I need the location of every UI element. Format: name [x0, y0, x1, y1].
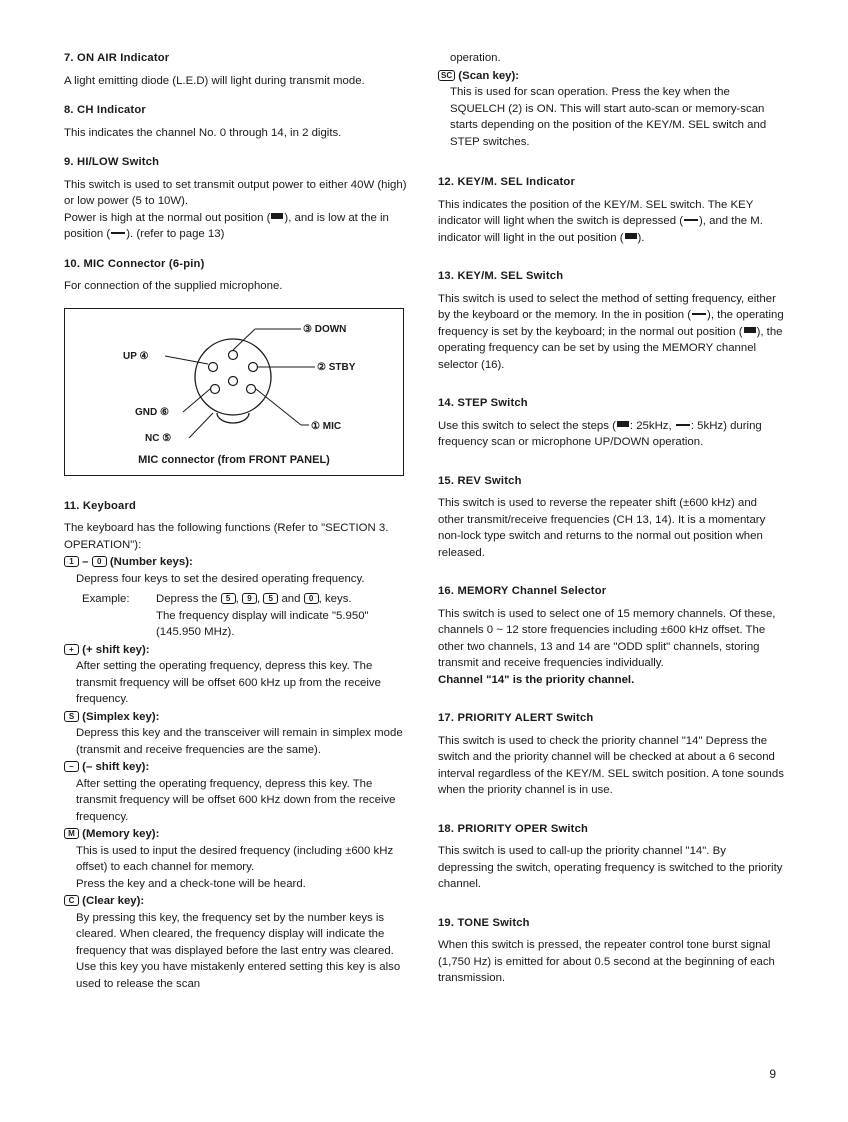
- memory-key-desc: This is used to input the desired frequency (including ±600 kHz offset) to each channel for memory.: [76, 844, 394, 873]
- section-body: This indicates the channel No. 0 through 14, in 2 digits.: [64, 126, 342, 139]
- left-column: [64, 50, 408, 1005]
- memory-key-icon: M: [64, 828, 79, 839]
- page-number: 9: [769, 1067, 776, 1081]
- in-position-symbol: [676, 424, 690, 426]
- section-title: 7. ON AIR Indicator: [64, 52, 170, 64]
- section-key-msel-indicator: [438, 174, 784, 246]
- example-block: Example: Depress the 5 , 9 , 5 and 0 , keys. The frequency display will indicate "5.950" (145.950 MHz).: [64, 591, 408, 641]
- pin-label-stby: ② STBY: [317, 361, 356, 373]
- example-label: Example:: [82, 593, 130, 605]
- section-body-power: Power is high at the normal out position ( ), and is low at the in position ( ). (refer to page 13): [64, 211, 389, 240]
- minus-key-icon: –: [64, 761, 79, 772]
- section-body: This switch is used to call-up the priority channel "14". By depressing the switch, operating frequency is switched to the priority channel.: [438, 845, 783, 890]
- mic-connector-figure: [64, 308, 404, 476]
- clear-key-icon: C: [64, 895, 79, 906]
- section-title: 12. KEY/M. SEL Indicator: [438, 176, 576, 188]
- memory-key-desc-2: Press the key and a check-tone will be heard.: [76, 877, 306, 890]
- clear-key-desc: By pressing this key, the frequency set by the number keys is cleared. When cleared, the frequency display will indicate the frequency that was displayed before the last entry was cleared. Use this key you have mistakenly entered setting this key is also used to release the scan: [76, 911, 401, 990]
- section-ch-indicator: [64, 102, 408, 141]
- pin-label-nc: NC ⑤: [145, 432, 172, 444]
- section-priority-alert-switch: [438, 710, 784, 799]
- section-body: This switch is used to select one of 15 memory channels. Of these, channels 0 ~ 12 store frequencies including ±600 kHz offset. The other two channels, 13 and 14 are "ODD split" channels, storing transmit and receive frequencies individually.: [438, 607, 776, 669]
- section-title: 9. HI/LOW Switch: [64, 156, 160, 168]
- section-title: 11. Keyboard: [64, 499, 137, 512]
- section-title: 16. MEMORY Channel Selector: [438, 585, 607, 597]
- section-title: 18. PRIORITY OPER Switch: [438, 822, 589, 835]
- section-priority-oper-switch: [438, 821, 784, 893]
- priority-note: Channel "14" is the priority channel.: [438, 673, 635, 686]
- plus-shift-key-heading: + (+ shift key):: [64, 642, 408, 659]
- scan-key-desc: This is used for scan operation. Press the key when the SQUELCH (2) is ON. This will start auto-scan or memory-scan starts depending on the position of the KEY/M. SEL switch and STEP switches.: [450, 86, 767, 148]
- section-body: This switch is used to select the method of setting frequency, either by the keyboard or the memory. In the in position ( ), the operating frequency is set by the keyboard; in the normal out position ( ), the operating frequency can be set by using the MEMORY channel selector (16).: [438, 292, 784, 371]
- section-title: 8. CH Indicator: [64, 104, 146, 116]
- section-body: Use this switch to select the steps ( : 25kHz, : 5kHz) during frequency scan or microphone UP/DOWN operation.: [438, 419, 762, 448]
- minus-shift-key-heading: – (– shift key):: [64, 759, 408, 776]
- key-0-icon: 0: [304, 593, 319, 604]
- section-title: 10. MIC Connector (6-pin): [64, 257, 205, 270]
- plus-shift-key-desc: After setting the operating frequency, depress this key. The transmit frequency will be offset 600 kHz up from the receive frequency.: [76, 660, 381, 705]
- section-body: This switch is used to set transmit output power to either 40W (high) or low power (5 to 10W).: [64, 178, 407, 207]
- section-title: 19. TONE Switch: [438, 916, 530, 929]
- section-key-msel-switch: [438, 268, 784, 373]
- in-position-symbol: [692, 313, 706, 315]
- section-title: 13. KEY/M. SEL Switch: [438, 270, 564, 282]
- section-body: For connection of the supplied microphone.: [64, 280, 283, 292]
- right-column: [438, 50, 784, 1001]
- section-body: When this switch is pressed, the repeater control tone burst signal (1,750 Hz) is emitted for about 0.5 second at the beginning of each transmission.: [438, 939, 775, 984]
- clear-key-heading: C (Clear key):: [64, 893, 408, 910]
- pin-label-mic: ① MIC: [311, 420, 342, 432]
- section-on-air-indicator: [64, 50, 408, 89]
- key-5-icon: 5: [263, 593, 278, 604]
- number-keys-desc: Depress four keys to set the desired operating frequency.: [76, 572, 365, 585]
- memory-key-heading: M (Memory key):: [64, 826, 408, 843]
- scan-key-icon: SC: [438, 70, 455, 81]
- out-position-symbol: [744, 327, 756, 333]
- section-hi-low-switch: [64, 154, 408, 243]
- section-memory-channel-selector: [438, 583, 784, 688]
- section-step-switch: [438, 395, 784, 451]
- figure-caption: MIC connector (from FRONT PANEL): [138, 454, 330, 466]
- section-body: A light emitting diode (L.E.D) will light during transmit mode.: [64, 74, 365, 87]
- section-keyboard: [64, 498, 408, 993]
- section-body: This switch is used to check the priority channel "14" Depress the switch and the priority channel will be checked at about a 6 second interval regardless of the KEY/M. SEL switch position. A tone sounds when the priority channel is in use.: [438, 734, 784, 796]
- section-body: This switch is used to reverse the repeater shift (±600 kHz) and other transmit/receive frequencies (CH 13, 14). It is a momentary non-lock type switch and returns to the normal out position when released.: [438, 497, 766, 559]
- section-title: 15. REV Switch: [438, 474, 522, 487]
- in-position-symbol: [684, 219, 698, 221]
- number-keys-heading: 1 – 0 (Number keys):: [64, 554, 408, 571]
- mic-connector-diagram: [65, 309, 403, 475]
- key-0-icon: 0: [92, 556, 107, 567]
- key-1-icon: 1: [64, 556, 79, 567]
- section-tone-switch: [438, 915, 784, 987]
- section-body: This indicates the position of the KEY/M. SEL switch. The KEY indicator will light when the switch is depressed ( ), and the M. indicator will light in the out position ( ).: [438, 198, 763, 244]
- simplex-key-heading: S (Simplex key):: [64, 709, 408, 726]
- keyboard-intro: The keyboard has the following functions (Refer to "SECTION 3. OPERATION"):: [64, 522, 389, 551]
- pin-label-gnd: GND ⑥: [135, 406, 169, 418]
- section-title: 17. PRIORITY ALERT Switch: [438, 712, 594, 724]
- section-title: 14. STEP Switch: [438, 397, 528, 409]
- key-5-icon: 5: [221, 593, 236, 604]
- scan-key-heading: SC (Scan key):: [438, 68, 784, 85]
- section-mic-connector: [64, 256, 408, 295]
- pin-label-down: ③ DOWN: [303, 323, 347, 335]
- simplex-key-icon: S: [64, 711, 79, 722]
- out-position-symbol: [271, 213, 283, 219]
- out-position-symbol: [617, 421, 629, 427]
- section-rev-switch: [438, 473, 784, 562]
- simplex-key-desc: Depress this key and the transceiver will remain in simplex mode (transmit and receive frequencies are the same).: [76, 727, 403, 756]
- continued-text: operation.: [450, 52, 501, 64]
- minus-shift-key-desc: After setting the operating frequency, depress this key. The transmit frequency will be offset 600 kHz down from the receive frequency.: [76, 777, 396, 823]
- out-position-symbol: [625, 233, 637, 239]
- pin-label-up: UP ④: [123, 350, 149, 362]
- plus-key-icon: +: [64, 644, 79, 655]
- in-position-symbol: [111, 232, 125, 234]
- key-9-icon: 9: [242, 593, 257, 604]
